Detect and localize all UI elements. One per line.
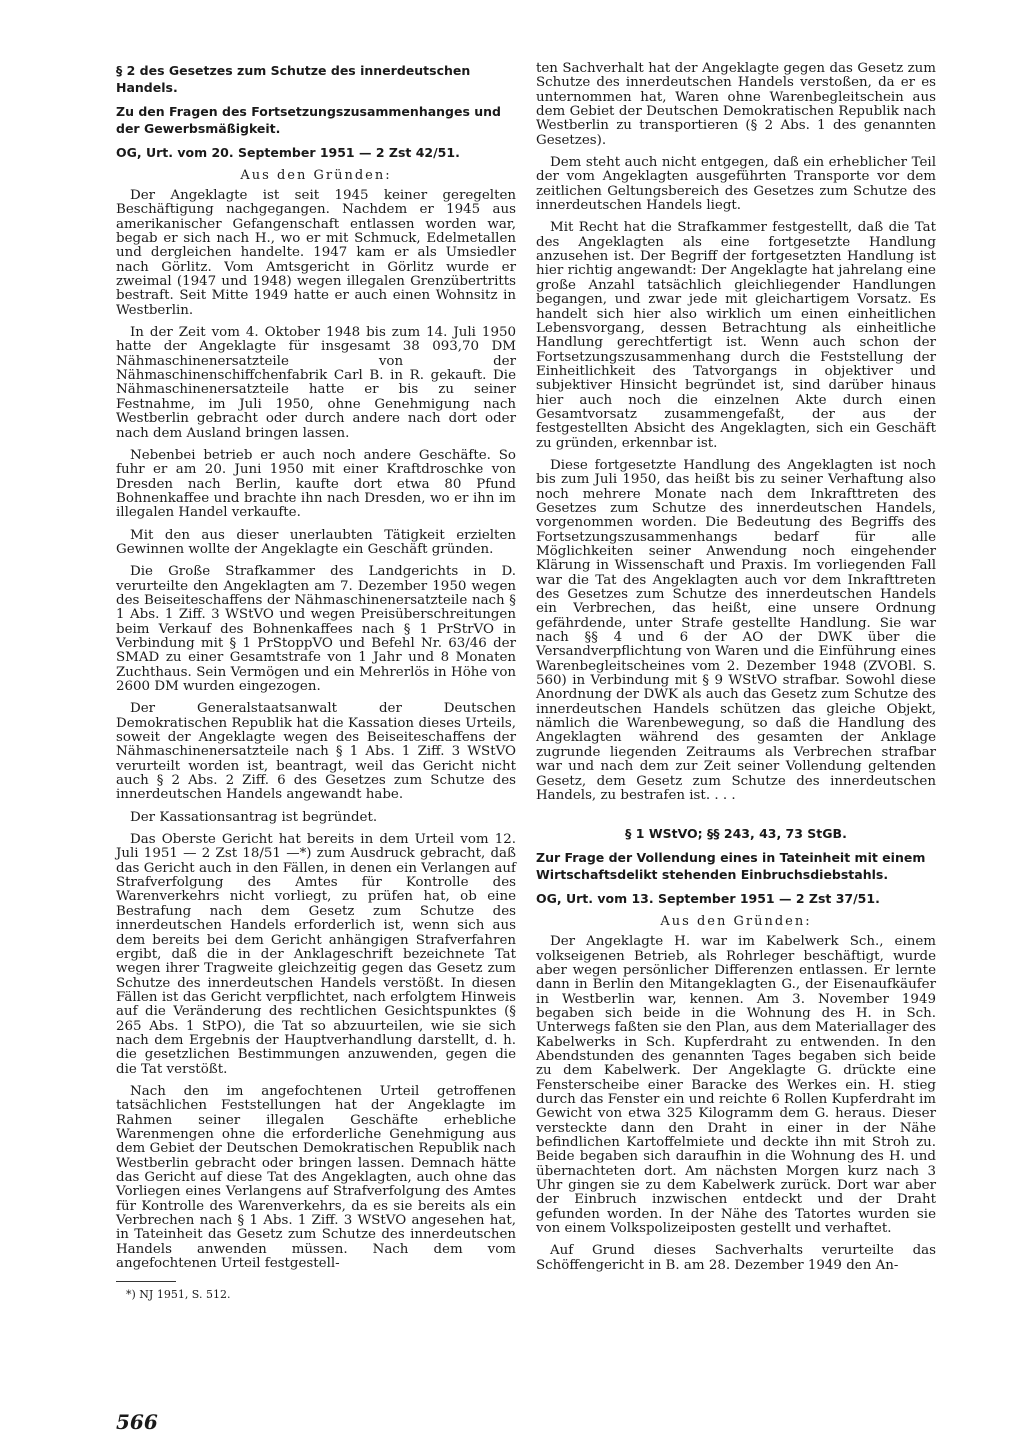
- paragraph: Nach den im angefochtenen Urteil getroffenen tatsächlichen Feststellungen hat der Angeklagte im Rahmen seiner illegalen Geschäfte erhebliche Warenmengen ohne die erforderliche Genehmigung aus dem Gebiet der Deutschen Demokratischen Republik nach Westberlin gebracht oder bringen lassen. Demnach hätte das Gericht auf diese Tat des Angeklagten, auch ohne das Vorliegen eines Verlangens auf Strafverfolgung des Amtes für Kontrolle des Warenverkehrs, da es sie bereits als ein Verbrechen nach § 1 Abs. 1 Ziff. 3 WStVO angesehen hat, in Tateinheit das Gesetz zum Schutze des innerdeutschen Handels anwenden müssen. Nach dem vom angefochtenen Urteil festgestell-: [116, 1083, 516, 1272]
- paragraph: Der Angeklagte ist seit 1945 keiner geregelten Beschäftigung nachgegangen. Nachdem er 1945 aus amerikanischer Gefangenschaft entlassen worden war, begab er sich nach H., wo er mit Schmuck, Edelmetallen und dergleichen handelte. 1947 kam er als Umsiedler nach Görlitz. Vom Amtsgericht in Görlitz wurde er zweimal (1947 und 1948) wegen illegalen Grenzübertritts bestraft. Seit Mitte 1949 hatte er auch einen Wohnsitz in Westberlin.: [116, 188, 516, 318]
- page-number: 566: [116, 1410, 158, 1434]
- paragraph: Mit Recht hat die Strafkammer festgestellt, daß die Tat des Angeklagten als eine fortgesetzte Handlung anzusehen ist. Der Begriff der fortgesetzten Handlung ist hier richtig angewandt: Der Angeklagte hat jahrelang eine große Anzahl tatsächlich gleichliegender Handlungen begangen, und zwar jede mit gleichartigem Vorsatz. Es handelt sich hier also wirklich um einen einheitlichen Lebensvorgang, dessen Betrachtung als einheitliche Handlung gerechtfertigt ist. Wenn auch schon der Fortsetzungszusammenhang durch die Feststellung der Einheitlichkeit des Tatvorgangs in objektiver und subjektiver Hinsicht begründet ist, sind darüber hinaus hier auch noch die einzelnen Akte durch einen Gesamtvorsatz zusammengefaßt, der aus der festgestellten Absicht des Angeklagten, sich ein Geschäft zu gründen, erkennbar ist.: [536, 220, 936, 451]
- footnote-divider: [116, 1281, 176, 1282]
- paragraph: Der Angeklagte H. war im Kabelwerk Sch., einem volkseigenen Betrieb, als Rohrleger beschäftigt, wurde aber wegen persönlicher Differenzen entlassen. Er lernte dann in Berlin den Mitangeklagten G., der Eisenaufkäufer in Westberlin war, kennen. Am 3. November 1949 begaben sich beide in die Wohnung des H. in Sch. Unterwegs faßten sie den Plan, aus dem Materiallager des Kabelwerks in Sch. Kupferdraht zu entwenden. In den Abendstunden des genannten Tages begaben sich beide zu dem Kabelwerk. Der Angeklagte G. drückte eine Fensterscheibe einer Baracke des Werkes ein. H. stieg durch das Fenster ein und reichte 6 Rollen Kupferdraht im Gewicht von etwa 325 Kilogramm dem G. heraus. Dieser versteckte dann den Draht in einer in der Nähe befindlichen Kartoffelmiete und deckte ihn mit Stroh zu. Beide begaben sich daraufhin in die Wohnung des H. und übernachteten dort. Am nächsten Morgen kurz nach 3 Uhr gingen sie zu dem Kabelwerk zurück. Dort war aber der Einbruch inzwischen entdeckt und der Draht gefunden worden. In der Nähe des Tatortes wurden sie von einem Volkspolizeiposten gestellt und verhaftet.: [536, 934, 936, 1237]
- paragraph: Die Große Strafkammer des Landgerichts in D. verurteilte den Angeklagten am 7. Dezember 1950 wegen des Beiseiteschaffens der Nähmaschinenersatzteile nach § 1 Abs. 1 Ziff. 3 WStVO und wegen Preisüberschreitungen beim Verkauf des Bohnenkaffees nach § 1 PrStrVO in Verbindung mit § 1 PrStoppVO und Befehl Nr. 63/46 der SMAD zu einer Gesamtstrafe von 1 Jahr und 8 Monaten Zuchthaus. Sein Vermögen und ein Mehrerlös in Höhe von 2600 DM wurden eingezogen.: [116, 564, 516, 694]
- left-column: [116, 62, 516, 1301]
- paragraph: Dem steht auch nicht entgegen, daß ein erheblicher Teil der vom Angeklagten ausgeführten Transporte vor dem zeitlichen Geltungsbereich des Gesetzes zum Schutze des innerdeutschen Handels liegt.: [536, 155, 936, 214]
- section-subheading: Zu den Fragen des Fortsetzungszusammenhanges und der Gewerbsmäßigkeit.: [116, 104, 502, 136]
- right-column: [536, 62, 936, 1281]
- section-heading: § 1 WStVO; §§ 243, 43, 73 StGB.: [625, 826, 847, 842]
- section-heading: § 2 des Gesetzes zum Schutze des innerdeutschen Handels.: [116, 63, 471, 95]
- paragraph: Der Generalstaatsanwalt der Deutschen Demokratischen Republik hat die Kassation dieses Urteils, soweit der Angeklagte wegen des Beiseiteschaffens der Nähmaschinenersatzteile nach § 1 Abs. 1 Ziff. 3 WStVO verurteilt worden ist, beantragt, weil das Gericht nicht auch § 2 Abs. 2 Ziff. 6 des Gesetzes zum Schutze des innerdeutschen Handels angewandt habe.: [116, 701, 516, 803]
- paragraph: In der Zeit vom 4. Oktober 1948 bis zum 14. Juli 1950 hatte der Angeklagte für insgesamt 38 093,70 DM Nähmaschinenersatzteile von der Nähmaschinenschiffchenfabrik Carl B. in R. gekauft. Die Nähmaschinenersatzteile hatte er bis zu seiner Festnahme, im Juli 1950, ohne Genehmigung nach Westberlin gebracht oder durch andere nach dort oder nach dem Ausland bringen lassen.: [116, 325, 516, 441]
- footnote: *) NJ 1951, S. 512.: [126, 1288, 231, 1302]
- reasons-label: Aus den Gründen:: [660, 914, 812, 930]
- paragraph: Der Kassationsantrag ist begründet.: [130, 809, 378, 825]
- paragraph: Mit den aus dieser unerlaubten Tätigkeit erzielten Gewinnen wollte der Angeklagte ein Geschäft gründen.: [116, 527, 516, 557]
- paragraph: ten Sachverhalt hat der Angeklagte gegen das Gesetz zum Schutze des innerdeutschen Handels verstoßen, da er es unternommen hat, Waren ohne Warenbegleitschein aus dem Gebiet der Deutschen Demokratischen Republik nach Westberlin zu transportieren (§ 2 Abs. 1 des genannten Gesetzes).: [536, 61, 936, 148]
- reasons-label: Aus den Gründen:: [240, 168, 392, 183]
- paragraph: Auf Grund dieses Sachverhalts verurteilte das Schöffengericht in B. am 28. Dezember 1949 den An-: [536, 1243, 936, 1273]
- court-citation: OG, Urt. vom 20. September 1951 — 2 Zst 42/51.: [116, 145, 460, 160]
- paragraph: Das Oberste Gericht hat bereits in dem Urteil vom 12. Juli 1951 — 2 Zst 18/51 —*) zum Ausdruck gebracht, daß das Gericht auch in den Fällen, in denen ein Verlangen auf Strafverfolgung des Amtes für Kontrolle des Warenverkehrs nicht vorliegt, zu prüfen hat, ob eine Bestrafung nach dem Gesetz zum Schutze des innerdeutschen Handels erforderlich ist, wenn sich aus dem bereits bei dem Gericht anhängigen Strafverfahren ergibt, daß die in der Anklageschrift bezeichnete Tat wegen ihrer Tragweite gleichzeitig gegen das Gesetz zum Schutze des innerdeutschen Handels verstößt. In diesen Fällen ist das Gericht verpflichtet, nach erfolgtem Hinweis auf die Veränderung des rechtlichen Gesichtspunktes (§ 265 Abs. 1 StPO), die Tat so abzuurteilen, wie sie sich nach dem Ergebnis der Hauptverhandlung darstellt, d. h. die gesetzlichen Bestimmungen anzuwenden, gegen die die Tat verstößt.: [116, 832, 516, 1077]
- paragraph: Nebenbei betrieb er auch noch andere Geschäfte. So fuhr er am 20. Juni 1950 mit einer Kraftdroschke von Dresden nach Berlin, kaufte dort etwa 80 Pfund Bohnenkaffee und brachte ihn nach Dresden, wo er ihn im illegalen Handel verkaufte.: [116, 447, 516, 521]
- court-citation: OG, Urt. vom 13. September 1951 — 2 Zst 37/51.: [536, 891, 880, 907]
- paragraph: Diese fortgesetzte Handlung des Angeklagten ist noch bis zum Juli 1950, das heißt bis zu seiner Verhaftung also noch mehrere Monate nach dem Inkrafttreten des Gesetzes zum Schutze des innerdeutschen Handels, vorgenommen worden. Die Bedeutung des Begriffs des Fortsetzungszusammenhangs bedarf für alle Möglichkeiten seiner Anwendung noch eingehender Klärung in Wissenschaft und Praxis. Im vorliegenden Fall war die Tat des Angeklagten auch vor dem Inkrafttreten des Gesetzes zum Schutze des innerdeutschen Handels ein Verbrechen, das heißt, eine unsere Ordnung gefährdende, unter Strafe gestellte Handlung. Sie war nach §§ 4 und 6 der AO der DWK über die Versandverpflichtung von Waren und die Einführung eines Warenbegleitscheines vom 2. Dezember 1948 (ZVOBl. S. 560) in Verbindung mit § 9 WStVO strafbar. Sowohl diese Anordnung der DWK als auch das Gesetz zum Schutze des innerdeutschen Handels schützen das gleiche Objekt, nämlich die Warenbewegung, so daß die Handlung des Angeklagten während des gesamten der Anklage zugrunde liegenden Zeitraums als Verbrechen strafbar war und nach dem zur Zeit seiner Vollendung geltenden Gesetz, dem Gesetz zum Schutze des innerdeutschen Handels, zu bestrafen ist. . . .: [536, 457, 936, 803]
- section-subheading: Zur Frage der Vollendung eines in Tateinheit mit einem Wirtschaftsdelikt stehenden Einbruchsdiebstahls.: [536, 850, 926, 883]
- second-case: [536, 825, 936, 1273]
